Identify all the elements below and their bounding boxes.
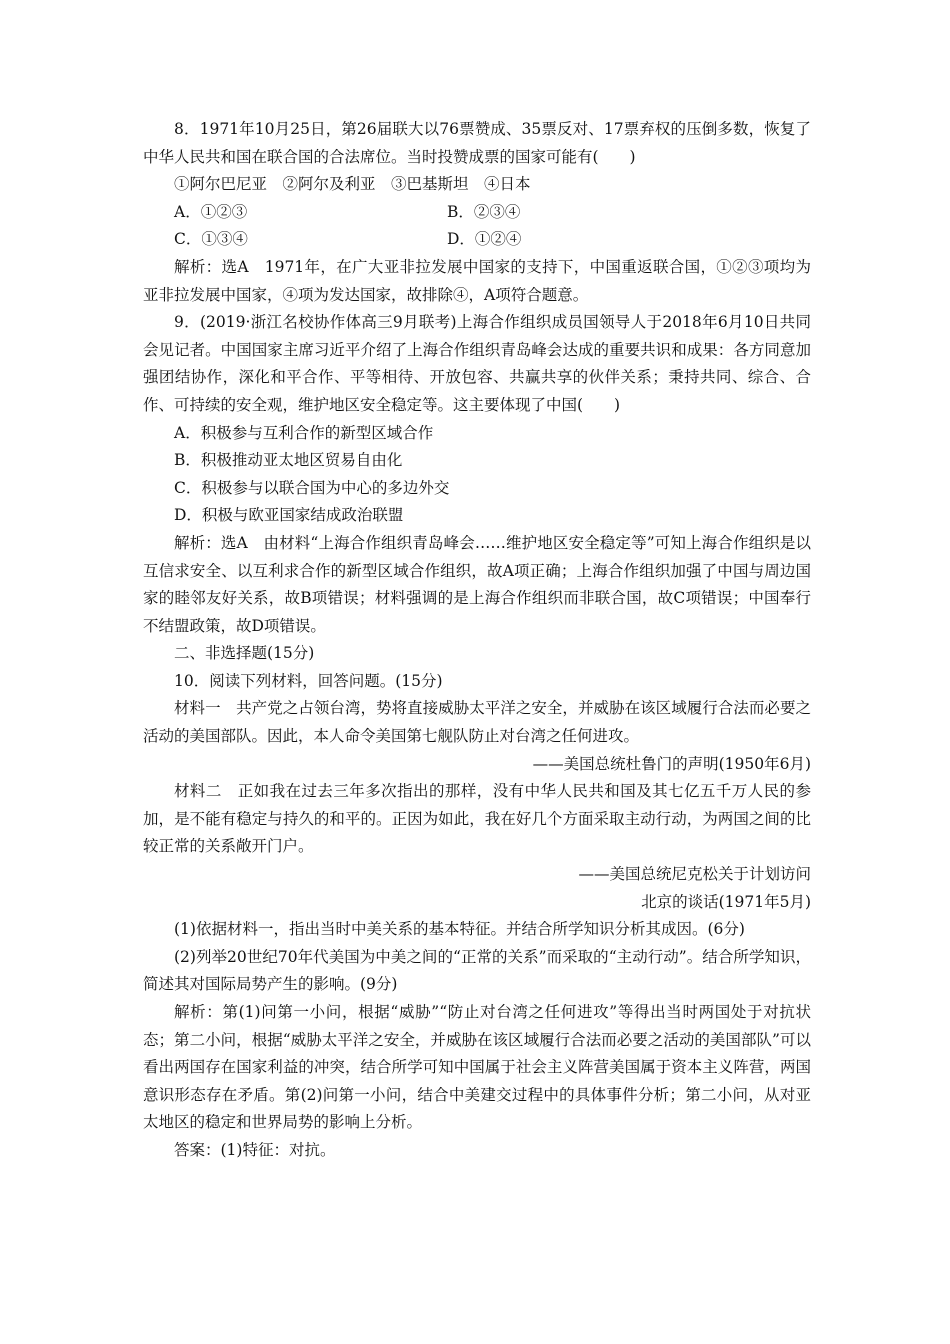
- q10-subquestion-2: (2)列举20世纪70年代美国为中美之间的“正常的关系”而采取的“主动行动”。结合所学知识，简述其对国际局势产生的影响。(9分): [143, 947, 811, 994]
- q10-analysis: 解析：第(1)问第一小问，根据“威胁”“防止对台湾之任何进攻”等得出当时两国处于对抗状态；第二小问，根据“威胁太平洋之安全，并威胁在该区域履行合法而必要之活动的美国部队”可以看出两国存在国家利益的冲突，结合所学可知中国属于社会主义阵营美国属于资本主义阵营，两国意识形态存在矛盾。第(2)问第一小问，结合中美建交过程中的具体事件分析；第二小问，从对亚太地区的稳定和世界局势的影响上分析。: [143, 1003, 811, 1132]
- q8-option-b: B．②③④: [447, 202, 521, 221]
- q10-stem: 10．阅读下列材料，回答问题。(15分): [174, 671, 443, 690]
- q9-stem: 9．(2019·浙江名校协作体高三9月联考)上海合作组织成员国领导人于2018年6月10日共同会见记者。中国国家主席习近平介绍了上海合作组织青岛峰会达成的重要共识和成果：各方同意加强团结协作，深化和平合作、平等相待、开放包容、共赢共享的伙伴关系；秉持共同、综合、合作、可持续的安全观，维护地区安全稳定等。这主要体现了中国( ): [143, 313, 811, 414]
- q10-subquestion-1: (1)依据材料一，指出当时中美关系的基本特征。并结合所学知识分析其成因。(6分): [174, 920, 745, 939]
- q9-option-c: C．积极参与以联合国为中心的多边外交: [174, 478, 450, 497]
- q10-material-2: 材料二 正如我在过去三年多次指出的那样，没有中华人民共和国及其七亿五千万人民的参加，是不能有稳定与持久的和平的。正因为如此，我在好几个方面采取主动行动，为两国之间的比较正常的关系敞开门户。: [143, 782, 811, 856]
- q10-source-2-line-2: 北京的谈话(1971年5月): [641, 892, 811, 911]
- q9-option-d: D．积极与欧亚国家结成政治联盟: [174, 506, 404, 525]
- q8-stem: 8．1971年10月25日，第26届联大以76票赞成、35票反对、17票弃权的压倒多数，恢复了中华人民共和国在联合国的合法席位。当时投赞成票的国家可能有( ): [143, 120, 811, 166]
- q9-option-a: A．积极参与互利合作的新型区域合作: [174, 423, 434, 442]
- q8-option-d: D．①②④: [447, 230, 522, 249]
- q9-option-b: B．积极推动亚太地区贸易自由化: [174, 451, 403, 470]
- q10-source-1: ——美国总统杜鲁门的声明(1950年6月): [532, 754, 811, 773]
- q10-source-2-line-1: ——美国总统尼克松关于计划访问: [578, 865, 811, 884]
- q10-material-1: 材料一 共产党之占领台湾，势将直接威胁太平洋之安全，并威胁在该区域履行合法而必要之活动的美国部队。因此，本人命令美国第七舰队防止对台湾之任何进攻。: [143, 699, 811, 746]
- q8-option-c: C．①③④: [174, 230, 248, 249]
- section-heading: 二、非选择题(15分): [174, 644, 315, 663]
- q8-option-a: A．①②③: [174, 202, 248, 221]
- q8-options-row1: [143, 199, 811, 227]
- q8-analysis: 解析：选A 1971年，在广大亚非拉发展中国家的支持下，中国重返联合国，①②③项均为亚非拉发展中国家，④项为发达国家，故排除④，A项符合题意。: [143, 257, 811, 304]
- document-page: [143, 116, 811, 1165]
- q10-answer: 答案：(1)特征：对抗。: [174, 1140, 336, 1159]
- q8-options-row2: [143, 226, 811, 254]
- q9-analysis: 解析：选A 由材料“上海合作组织青岛峰会……维护地区安全稳定等”可知上海合作组织是以互信求安全、以互利求合作的新型区域合作组织，故A项正确；上海合作组织加强了中国与周边国家的睦邻友好关系，故B项错误；材料强调的是上海合作组织而非联合国，故C项错误；中国奉行不结盟政策，故D项错误。: [143, 533, 811, 635]
- q8-items: ①阿尔巴尼亚 ②阿尔及利亚 ③巴基斯坦 ④日本: [174, 175, 531, 194]
